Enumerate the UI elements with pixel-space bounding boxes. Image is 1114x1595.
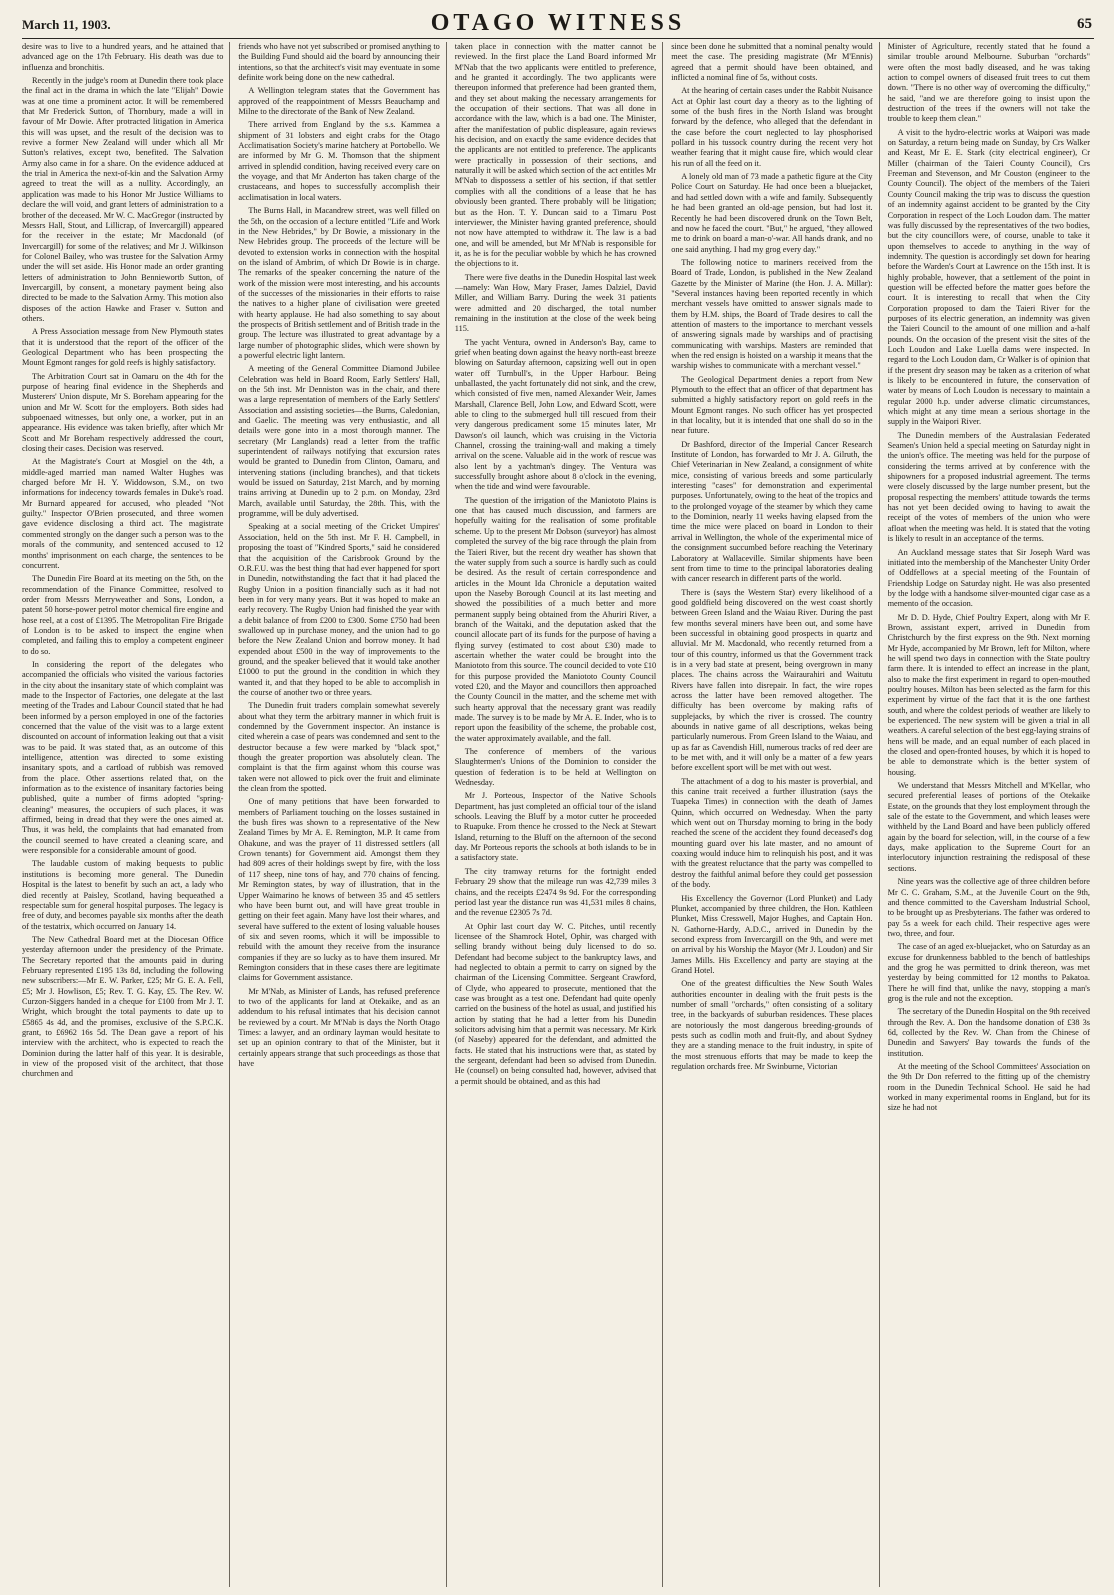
newspaper-title: OTAGO WITNESS	[430, 10, 686, 36]
article-paragraph: Speaking at a social meeting of the Cricket Umpires' Association, held on the 5th inst. Mr F. H. Campbell, in proposing the toast of "Kindred Sports," said he considered that the acquisition of the Carisbrook Ground by the O.R.F.U. was the best thing that had ever happened for sport in Dunedin, notwithstanding the fact that it had placed the Rugby Union in a position financially such as it had not been in for very many years. But it was hoped to make an early recovery. The Rugby Union had finished the year with a debit balance of from £200 to £300. Some £750 had been swallowed up in purchase money, and the union had to go before the New Zealand Union and borrow money. It had expended about £500 in the way of improvements to the ground, and the speaker believed that it would take another £1000 to put the ground in the condition in which they wanted it, and that they hoped to be able to accomplish in the course of another two or three years.	[238, 522, 440, 697]
article-paragraph: His Excellency the Governor (Lord Plunket) and Lady Plunket, accompanied by three children, the Hon. Kathleen Plunket, Miss Cresswell, Major Hughes, and Captain Hon. N. Gathorne-Hardy, A.D.C., arrived in Dunedin by the second express from Invercargill on the 9th, and were met on arrival by his Worship the Mayor (Mr J. Loudon) and Sir James Mills. His Excellency and party are staying at the Grand Hotel.	[671, 893, 873, 975]
article-paragraph: The attachment of a dog to his master is proverbial, and this canine trait received a further illustration (says the Tuapeka Times) in connection with the death of James Quinn, which occurred on Wednesday. When the party which went out on Thursday morning to bring in the body reached the scene of the accident they found deceased's dog mounting guard over his late master, and no amount of coaxing would induce him to relinquish his post, and it was with the greatest reluctance that the party was compelled to destroy the faithful animal before they could get possession of the body.	[671, 776, 873, 890]
article-paragraph: In considering the report of the delegates who accompanied the officials who visited the various factories in the city about the insanitary state of which complaint was made to the Inspector of Factories, one delegate at the last meeting of the Trades and Labour Council stated that he had been informed by a person employed in one of the factories concerned that the value of the visit was to a large extent discounted on account of information leaking out that a visit was to be paid. It was stated that, as an outcome of this intelligence, attention was directed to some existing insanitary spots, and a cartload of rubbish was removed from the place. Other assertions related that, on the information as to the existence of insanitary factories being published, quite a number of firms adopted "spring-cleaning" measures, the occupiers of such places, it was affirmed, being in dread that they were the ones aimed at. Thus, it was held, the complaints that had emanated from the council seemed to have created a cleaning scare, and were responsible for a considerable amount of good.	[22, 659, 224, 856]
article-paragraph: desire was to live to a hundred years, and he attained that advanced age on the 17th February. His death was due to influenza and bronchitis.	[22, 42, 224, 72]
article-paragraph: An Auckland message states that Sir Joseph Ward was initiated into the membership of the Manchester Unity Order of Oddfellows at a special meeting of the Fountain of Friendship Lodge on Saturday night. He was also presented by the lodge with a handsome silver-mounted cigar case as a memento of the occasion.	[887, 547, 1090, 609]
issue-date: March 11, 1903.	[22, 17, 111, 32]
article-paragraph: Recently in the judge's room at Dunedin there took place the final act in the drama in which the late "Elijah" Dowie was at one time a prominent actor. It will be remembered that Mr Frederick Sutton, of Thornbury, made a will in favour of Mr Dowie. After protracted litigation in America this will was upset, and the result of the decision was to revive a former New Zealand will under which all Mr Sutton's relatives, except two, benefited. The Salvation Army also came in for a share. On the evidence adduced at the trial in America the next-of-kin and the Salvation Army agreed to treat the will as a nullity. Accordingly, an application was made to his Honor Mr Justice Williams to declare the will void, and grant letters of administration to a brother of the deceased. Mr W. C. MacGregor (instructed by Messrs Hall, Stout, and Lillicrap, of Invercargill) appeared for the receiver in the estate; Mr Macdonald (of Invercargill) for some of the relatives; and Mr J. Wilkinson for Colonel Bailey, who was trustee for the Salvation Army under the will set aside. His Honor made an order granting letters of administration to John Benniewortb Sutton, of Invercargill, by consent, a monetary payment being also directed to be made to the Salvation Army. This motion also disposes of the action Hawke and Fraser v. Sutton and others.	[22, 76, 224, 323]
article-paragraph: The laudable custom of making bequests to public institutions is becoming more general. The Dunedin Hospital is the latest to benefit by such an act, a lady who died recently at Paisley, Scotland, having bequeathed a respectable sum for general hospital purposes. The legacy is free of duty, and becomes payable six months after the death of the testatrix, which occurred on January 14.	[22, 859, 224, 931]
column-3	[455, 42, 663, 1587]
article-paragraph: A meeting of the General Committee Diamond Jubilee Celebration was held in Board Room, Early Settlers' Hall, on the 5th inst. Mr Denniston was in the chair, and there was a large representation of members of the Early Settlers' Association and assisting societies—the Burns, Caledonian, and Gaelic. The meeting was very enthusiastic, and all details were gone into in a most thorough manner. The secretary (Mr Langlands) read a letter from the traffic superintendent of railways notifying that excursion rates would be granted to Dunedin from Clinton, Oamaru, and intervening stations (including branches), and that tickets would be issued on Saturday, 21st March, and by morning trains arriving at Dunedin up to 2 p.m. on Monday, 23rd March, available until Saturday, the 28th. This, with the programme, will be duly advertised.	[238, 364, 440, 519]
article-paragraph: The Burns Hall, in Macandrew street, was well filled on the 5th, on the occasion of a lecture entitled "Life and Work in the New Hebrides," by Dr Bowie, a missionary in the New Hebrides group. The proceeds of the lecture will be devoted to extension works in connection with the hospital on the island of Ambrim, of which Dr Bowie is in charge. The remarks of the speaker concerning the nature of the work of the mission were most interesting, and his accounts of the successes of the missionaries in their efforts to raise the natives to a higher plane of civilisation were greeted with hearty applause. He had also something to say about the prospects of British settlement and of British trade in the group. The lecture was illustrated to great advantage by a large number of photographic slides, which were shown by a powerful electric light lantern.	[238, 206, 440, 360]
article-paragraph: A lonely old man of 73 made a pathetic figure at the City Police Court on Saturday. He had once been a bluejacket, and had settled down with a wife and family. Subsequently he had been granted an old-age pension, but had lost it. Recently he had been discovered drunk on the Town Belt, and now he faced the court. "But," he argued, "they allowed me to drink on board a man-o'-war. All hands drank, and no one said anything. I had my grog every day."	[671, 172, 873, 254]
article-columns	[22, 42, 1096, 1587]
article-paragraph: At the hearing of certain cases under the Rabbit Nuisance Act at Ophir last court day a theory as to the lighting of some of the bush fires in the North Island was brought forward by the defence, who alleged that the defendant in the case before the court neglected to lay phosphorised pollard in his tussock country during the recent very hot weather fearing that it might cause fire, which would clear his run of all the feed on it.	[671, 86, 873, 168]
article-paragraph: The city tramway returns for the fortnight ended February 29 show that the mileage run was 42,739 miles 3 chains, and the receipts £2474 9s 9d. For the corresponding period last year the distance run was 41,531 miles 8 chains, and the revenue £2305 7s 7d.	[454, 866, 657, 918]
article-paragraph: The Dunedin Fire Board at its meeting on the 5th, on the recommendation of the Finance Committee, resolved to order from Messrs Merryweather and Sons, London, a patent 50 horse-power petrol motor chemical fire engine and hose reel, at a cost of £1395. The Metropolitan Fire Brigade of London is to be asked to inspect the engine when completed, and failing this to employ a competent engineer to do so.	[22, 574, 224, 656]
article-paragraph: We understand that Messrs Mitchell and M'Kellar, who secured preferential leases of portions of the Otekaike Estate, on the grounds that they lost employment through the sale of the estate to the Government, and which leases were withheld by the Land Board and have been publicly offered again by the board for selection, will, in the course of a few days, make application to the Supreme Court for an interlocutory injunction restraining the redisposal of these sections.	[887, 781, 1090, 873]
column-4	[671, 42, 879, 1587]
article-paragraph: The conference of members of the various Slaughtermen's Unions of the Dominion to consider the question of federation is to be held at Wellington on Wednesday.	[454, 747, 657, 788]
article-paragraph: At Ophir last court day W. C. Pitches, until recently licensee of the Shamrock Hotel, Ophir, was charged with selling brandy without being duly licensed to do so. Defendant had become subject to the bankruptcy laws, and had neglected to obtain a permit to carry on signed by the chairman of the Licensing Committee. Sergeant Crawford, of Clyde, who appeared to prosecute, mentioned that the case was brought as a test one. Defendant had quite openly carried on the business of the hotel as usual, and justified his action by stating that he had a letter from his Dunedin solicitors advising him that a permit was necessary. Mr Kirk (of Naseby) appeared for the defendant, and admitted the facts. He stated that his instructions were that, as stated by the sergeant, defendant had been so advised from Dunedin. He (counsel) on being consulted had, however, advised that a permit should be obtained, and as this had	[454, 921, 657, 1086]
article-paragraph: The secretary of the Dunedin Hospital on the 9th received through the Rev. A. Don the handsome donation of £38 3s 6d, collected by the Rev. W. Chan from the Chinese of Dunedin and Sawyers' Bay towards the funds of the institution.	[887, 1007, 1090, 1058]
article-paragraph: taken place in connection with the matter cannot be reviewed. In the first place the Land Board informed Mr M'Nab that the two applicants were entitled to preference, and he granted it accordingly. The two applicants were thereupon informed that preference had been granted them, and they set about making the necessary arrangements for the occupation of their sections. That was all done in accordance with the law, which is a bad one. The Minister, after the manifestation of public displeasure, again reviews his decision, and on exactly the same evidence decides that the applicants are not entitled to preference. The applicants were practically in possession of their sections, and naturally it will be asked which section of the act entitles Mr M'Nab to dispossess a settler of his section, if that settler complies with all the conditions of a lease that he has obviously been granted. There probably will be litigation; but as the Hon. T. Y. Duncan said to a Timaru Post interviewer, the Minister having granted preference, should not now have attempted to withdraw it. The law is a bad one, and will be amended, but Mr M'Nab is responsible for it, as he is for the peculiar wobble by which he has crowned the objections to it.	[454, 42, 657, 269]
article-paragraph: friends who have not yet subscribed or promised anything to the Building Fund should aid the board by announcing their intentions, so that the architect's visit may eventuate in some definite work being done on the new cathedral.	[238, 42, 440, 83]
article-paragraph: Dr Bashford, director of the Imperial Cancer Research Institute of London, has forwarded to Mr J. A. Gilruth, the Chief Veterinarian in New Zealand, a consignment of white mice, consisting of various breeds and some particularly interesting "cases" for demonstration and experimental purposes. Unfortunately, owing to the heat of the tropics and to the prolonged voyage of the steamer by which they came to the Dominion, nearly 11 weeks having elapsed from the time the mice were placed on board in London to their arrival in Wellington, the whole of the experimental mice of the consignment succumbed before reaching the Veterinary Laboratory at Wallaceville. Similar shipments have been sent from time to time to the principal laboratories dealing with cancer research in different parts of the world.	[671, 439, 873, 584]
page-number: 65	[1077, 16, 1092, 32]
article-paragraph: A Press Association message from New Plymouth states that it is understood that the report of the officer of the Geological Department who has been prospecting the Mount Egmont ranges for gold reefs is highly satisfactory.	[22, 327, 224, 368]
article-paragraph: The case of an aged ex-bluejacket, who on Saturday as an excuse for drunkenness babbled to the bench of battleships and the grog he was permitted to drink thereon, was met yesterday by being committed for 12 months to Pakatoa. There he will find that, unlike the navy, stopping a man's grog is the rule and not the exception.	[887, 942, 1090, 1003]
article-paragraph: The following notice to mariners received from the Board of Trade, London, is published in the New Zealand Gazette by the Minister of Marine (the Hon. J. A. Millar): "Several instances having been reported recently in which merchant vessels have omitted to answer signals made to them by H.M. ships, the Board of Trade desires to call the attention of masters to the importance to merchant vessels of answering signals made by warships and of practising communicating with warships. Masters are reminded that when the red ensign is hoisted on a warship it means that the warship wishes to communicate with a merchant vessel."	[671, 257, 873, 371]
article-paragraph: The Dunedin fruit traders complain somewhat severely about what they term the arbitrary manner in which fruit is condemned by the Government inspector. An instance is cited wherein a case of pears was condemned and sent to the destructor because a few were marked by "black spot," though the greater proportion was absolutely clean. The complaint is that the firm against whom this course was taken were not allowed to pick over the fruit and eliminate the clean from the spotted.	[238, 701, 440, 794]
article-paragraph: The Geological Department denies a report from New Plymouth to the effect that an officer of that department has submitted a highly satisfactory report on gold reefs in the Mount Egmont ranges. No such officer has yet prospected in that locality, but it is intended that one shall do so in the near future.	[671, 374, 873, 436]
article-paragraph: A Wellington telegram states that the Government has approved of the reappointment of Messrs Beauchamp and Milne to the directorate of the Bank of New Zealand.	[238, 86, 440, 117]
article-paragraph: Mr D. D. Hyde, Chief Poultry Expert, along with Mr F. Brown, assistant expert, arrived in Dunedin from Christchurch by the first express on the 9th. Next morning Mr Hyde, accompanied by Mr Brown, left for Milton, where he will spend two days in connection with the State poultry farm there. It is intended to effect an increase in the plant, also to make the first experiment in regard to open-mouthed poultry houses. Milton has been selected as the farm for this experiment by virtue of the fact that it is the one farthest south, and where the coldest periods of weather are likely to be experienced. The new system will be given a trial in all weathers. A careful selection of the best egg-laying strains of hens will be made, and an equal number of each placed in the closed and open-fronted houses, by which it is hoped to be able to demonstrate which is the better system of housing.	[887, 612, 1090, 777]
article-paragraph: since been done he submitted that a nominal penalty would meet the case. The presiding magistrate (Mr M'Ennis) agreed that a permit should have been obtained, and inflicted a nominal fine of 5s, without costs.	[671, 42, 873, 83]
article-paragraph: There arrived from England by the s.s. Kammea a shipment of 31 lobsters and eight crabs for the Otago Acclimatisation Society's marine hatchery at Portobello. We are informed by Mr G. M. Thomson that the shipment arrived in splendid condition, having received every care on the voyage, and that Mr Anderton has taken charge of the crustaceans, and hopes to successfully accomplish their acclimatisation in local waters.	[238, 120, 440, 202]
article-paragraph: One of many petitions that have been forwarded to members of Parliament touching on the losses sustained in the bush fires was shown to a representative of the New Zealand Times by Mr A. E. Remington, M.P. It came from Ohakune, and was the prayer of 11 distressed settlers (all Crown tenants) for Government aid. Amongst them they had 809 acres of their holdings swept by fire, with the loss of 117 sheep, nine tons of hay, and 770 chains of fencing. Mr Remington states, by way of illustration, that in the Upper Waimarino he knows of between 35 and 45 settlers who have been burnt out, and will have great trouble in getting on their feet again. Many have lost their whares, and several have suffered to the extent of losing valuable houses of six and seven rooms, which it will be impossible to rebuild with the amount they receive from the insurance companies if they are so lucky as to have them insured. Mr Remington considers that in these cases there are legitimate claims for Government assistance.	[238, 797, 440, 983]
article-paragraph: There is (says the Western Star) every likelihood of a good goldfield being discovered on the west coast shortly between Green Island and the Waiau River. During the past few months several miners have been out, and some have been successful in obtaining good prospects in quartz and alluvial. Mr M. Macdonald, who recently returned from a tour of this country, informed us that the Government track is in a very bad state at present, being overgrown in many places. The chains across the Wairaurahiri and Waitutu Rivers have fallen into disrepair. In fact, the wire ropes across the latter have been removed altogether. The difficulty has been overcome by making rafts of supplejacks, by which the river is crossed. The country abounds in native game of all descriptions, wekas being particularly numerous. From Green Island to the Waiau, and up as far as Cavendish Hill, numerous tracks of red deer are to be met with, and it will only be a matter of a few years before excellent sport will be met with out west.	[671, 587, 873, 773]
column-2	[238, 42, 446, 1587]
column-5	[888, 42, 1096, 1587]
article-paragraph: The Dunedin members of the Australasian Federated Seamen's Union held a special meeting on Saturday night in the union's office. The meeting was held for the purpose of considering the terms arrived at by conference with the shipowners for a proposed industrial agreement. The terms were closely discussed by the large number present, but the proposal respecting the members' attitude towards the terms has not yet been decided owing to having to await the receipt of the votes of members of the union who were afloat when the meeting was held. It is stated that the voting is likely to result in an acceptance of the terms.	[887, 430, 1090, 544]
article-paragraph: There were five deaths in the Dunedin Hospital last week—namely: Wan How, Mary Fraser, James Dalziel, David Miller, and William Barry. During the week 31 patients were admitted and 20 discharged, the total number remaining in the institution at the close of the week being 115.	[454, 272, 657, 334]
article-paragraph: Nine years was the collective age of three children before Mr C. C. Graham, S.M., at the Juvenile Court on the 9th, and thence committed to the Caversham Industrial School, to be brought up as Presbyterians. The father was ordered to pay 5s a week for each child. Their respective ages were two, three, and four.	[887, 877, 1090, 938]
article-paragraph: One of the greatest difficulties the New South Wales authorities encounter in dealing with the fruit pests is the number of small "orchards," often consisting of a solitary tree, in the backyards of suburban residences. These places are notoriously the most dangerous breeding-grounds of pests such as codlin moth and fruit-fly, and about Sydney they are a standing menace to the fruit industry, in spite of the most strenuous efforts that may be made to keep the regulation orchards free. Mr Swinburne, Victorian	[671, 979, 873, 1071]
article-paragraph: The New Cathedral Board met at the Diocesan Office yesterday afternoon under the presidency of the Primate. The Secretary reported that the amounts paid in during February represented £195 13s 8d, including the following new subscribers:—Mr E. W. Parker, £25; Mr G. E. A. Fell, £5; Mr J. Howlison, £5; Rev. T. G. Kay, £5. The Rev. W. Curzon-Siggers handed in a cheque for £100 from Mr J. T. Wright, which brought the total payments to date up to £5865 4s 4d, and the promises, exclusive of the S.P.C.K. grant, to £6962 16s 5d. The Dean gave a report of his interview with the architect, who is expected to reach the Dominion during the latter half of this year. It is desirable, in view of the proposed visit of the architect, that those churchmen and	[22, 934, 224, 1079]
article-paragraph: Mr J. Porteous, Inspector of the Native Schools Department, has just completed an official tour of the island schools. Leaving the Bluff by a motor cutter he proceeded to Ruapuke. From thence he crossed to the Neck at Stewart Island, returning to the Bluff on the afternoon of the second day. Mr Porteous reports the schools at both islands to be in a satisfactory state.	[454, 791, 657, 863]
column-1	[22, 42, 230, 1587]
article-paragraph: The question of the irrigation of the Maniototo Plains is one that has caused much discussion, and farmers are hopefully waiting for the realisation of some profitable scheme. Up to the present Mr Dobson (surveyor) has almost completed the survey of the big race through the plain from the Taieri River, but the recent dry weather has shown that the water supply from such a source is hardly such as could be desired. As the result of certain correspondence and articles in the Mount Ida Chronicle a deputation waited upon the Naseby Borough Council at its last meeting and showed the possibilities of a much better and more permanent supply being obtained from the Ahuriri River, a branch of the Waitaki, and the deputation asked that the council allocate part of its funds for the purpose of having a flying survey (estimated to cost about £30) made to ascertain whether the water could be brought into the Maniototo from this source. The council decided to vote £10 for this purpose provided the Maniototo County Council voted £20, and the Mayor and councillors then approached the County Council in the matter, and the scheme met with such hearty approval that the necessary grant was readily made. The survey is to be made by Mr A. E. Inder, who is to report upon the feasibility of the scheme, the probable cost, the water approximately available, and the fall.	[454, 495, 657, 743]
article-paragraph: The Arbitration Court sat in Oamaru on the 4th for the purpose of hearing final evidence in the Shepherds and Musterers' Union dispute, Mr S. Boreham appearing for the union and Mr W. Scott for the employers. Both sides had subpoenaed witnesses, but only one, a worker, put in an appearance. His evidence was taken briefly, after which Mr Scott and Mr Boreham respectively addressed the court, closing their cases. Decision was reserved.	[22, 371, 224, 454]
article-paragraph: Mr M'Nab, as Minister of Lands, has refused preference to two of the applicants for land at Otekaike, and as an addendum to his refusal intimates that his decision cannot be reviewed by a court. Mr M'Nab is days the North Otago Times: a lawyer, and an ordinary layman would hesitate to set up an opinion contrary to that of the Minister, but it certainly appears strange that such proceedings as those that have	[238, 986, 440, 1068]
article-paragraph: Minister of Agriculture, recently stated that he found a similar trouble around Melbourne. Suburban "orchards" were often the most badly diseased, and he was taking action to compel owners of diseased fruit trees to cut them down. "There is no other way of overcoming the difficulty," he said, "and we are therefore going to insist upon the destruction of the trees if the owners will not take the trouble to keep them clean."	[887, 42, 1090, 124]
article-paragraph: At the Magistrate's Court at Mosgiel on the 4th, a middle-aged married man named Walter Hughes was charged before Mr H. Y. Widdowson, S.M., on two informations for indecency towards females in Duke's road. Mr Burnard appeared for accused, who pleaded "Not guilty." Inspector O'Brien prosecuted, and three women gave evidence disclosing a third act. The magistrate commented strongly on the danger such a person was to the morals of the community, and sentenced accused to 12 months' imprisonment on each charge, the sentences to be concurrent.	[22, 457, 224, 570]
article-paragraph: At the meeting of the School Committees' Association on the 9th Dr Don referred to the fitting up of the chemistry room in the Dunedin Technical School. He said he had worked in many experimental rooms in England, but for its size he had not	[887, 1062, 1090, 1113]
article-paragraph: A visit to the hydro-electric works at Waipori was made on Saturday, a return being made on Sunday, by Crs Walker and Keast, Mr E. E. Stark (city electrical engineer), Cr Miller (chairman of the Taieri County Council), Crs Freeman and Stevenson, and Mr Couston (engineer to the County Council). The object of the members of the Taieri County Council making the trip was to discuss the question of an indemnity against accident to be granted by the City Corporation in respect of the Loch Loudon dam. The matter was fully discussed by the representatives of the two bodies, but the city councillors were, of course, unable to take it upon themselves to accede to anything in the way of indemnity. The question is accordingly set down for hearing before the Warden's Court at Lawrence on the 15th inst. It is highly probable, however, that a settlement of the point in question will be effected before the matter goes before the court. It is interesting to recall that when the City Corporation proposed to dam the Taieri River for the purposes of its electric generation, an indemnity was given the Taieri Council to the amount of one million and a-half pounds. On the occasion of the present visit the sites of the Loch Loudon and Lake Luella dams were inspected. In regard to the Loch Loudon dam, Cr Walker is of opinion that if the present dry season may be taken as a criterion of what is likely to be encountered in future, the conservation of water by means of Loch Loudon is necessary to maintain a regular 2000 h.p. under adverse climatic circumstances, which might at any time mean a serious shortage in the supply in the Waipori River.	[887, 127, 1090, 427]
article-paragraph: The yacht Ventura, owned in Anderson's Bay, came to grief when beating down against the heavy north-east breeze blowing on Saturday afternoon, capsizing well out in open water off Turnbull's, in the Upper Harbour. Being unballasted, the yacht fortunately did not sink, and the crew, which consisted of five men, named Alexander Weir, James Marshall, Clarence Bell, John Low, and Edward Scott, were able to cling to the submerged hull till rescued from their very dangerous predicament some 15 minutes later, Mr Dawson's oil launch, which was cruising in the Victoria Channel, crossing the training-wall and making a timely arrival on the scene. Valuable aid in the work of rescue was also lent by a yachtman's dingey. The Ventura was successfully brought ashore about 8 o'clock in the evening, when the tide and wind were favourable.	[454, 337, 657, 492]
masthead	[22, 8, 1094, 39]
